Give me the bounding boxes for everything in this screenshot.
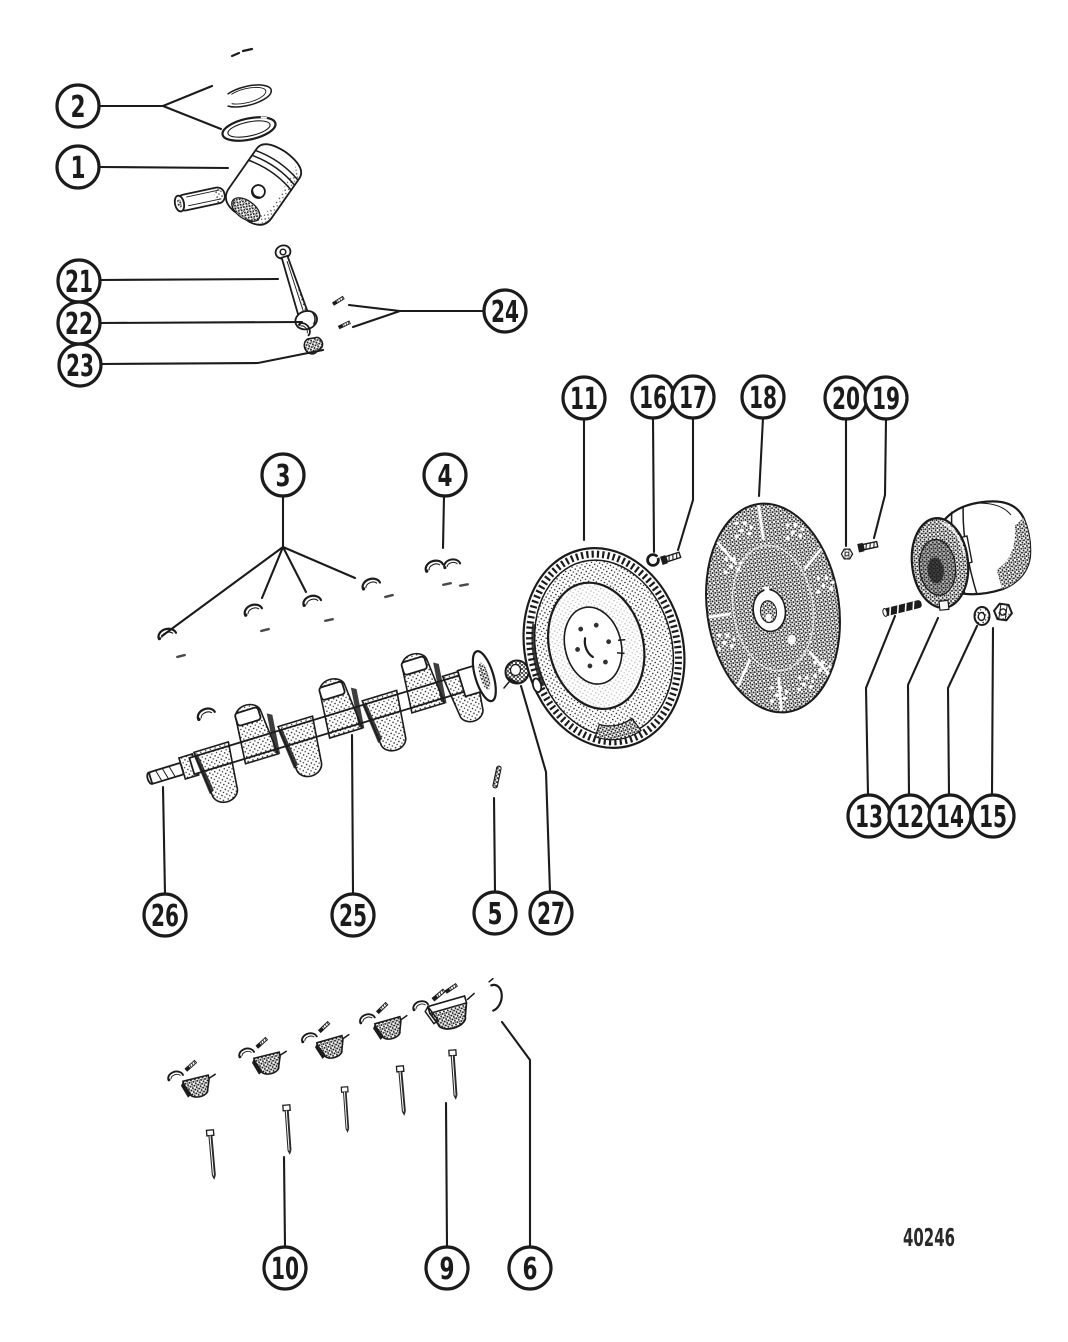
callout-5 [474,892,516,934]
callout-17 [672,376,714,418]
coupler-bolt-small [857,540,878,552]
piston-ring-set [220,49,277,145]
callout-25 [332,894,374,936]
svg-text:18: 18 [749,381,777,416]
callout-2 [57,85,99,127]
rod-cap-assemblies [165,979,482,1180]
cap-bolt [283,1105,293,1155]
svg-text:17: 17 [679,381,707,416]
connecting-rod [271,242,350,356]
coupler-nut-small [841,549,852,559]
svg-text:1: 1 [70,151,86,186]
callout-6 [509,1247,551,1289]
crankshaft [135,633,506,822]
svg-text:16: 16 [639,381,667,416]
coupler-nut [993,603,1013,621]
coupler-washer [975,607,990,625]
callout-13 [848,795,890,837]
piston-pin [173,186,226,212]
svg-text:20: 20 [832,382,860,417]
thrust-bearing-parts [423,558,469,587]
callout-21 [58,260,100,302]
svg-text:27: 27 [537,897,565,932]
engine-coupler [907,496,1036,613]
cap-bolt [449,1050,459,1100]
svg-text:25: 25 [339,899,367,934]
svg-text:9: 9 [439,1252,455,1287]
coupler-stud [882,600,922,617]
callout-10 [264,1247,306,1289]
svg-text:24: 24 [491,295,519,330]
drive-disc [693,495,853,721]
callout-24 [484,290,526,332]
pilot-bushing [504,661,529,689]
cap-bolt [396,1066,407,1116]
dowel-pin [493,766,502,788]
callout-23 [59,344,101,386]
callout-26 [144,894,186,936]
callout-20 [825,377,867,419]
callout-3 [262,454,304,496]
svg-text:2: 2 [70,90,86,125]
callout-27 [530,892,572,934]
svg-text:15: 15 [979,800,1007,835]
svg-text:23: 23 [66,349,94,384]
rod-cap-assembly-large [409,979,482,1037]
svg-text:6: 6 [522,1252,538,1287]
callout-1 [57,146,99,188]
rod-bolts [332,296,351,329]
svg-text:13: 13 [855,800,883,835]
flywheel-bolt [660,551,681,565]
callout-9 [426,1247,468,1289]
svg-text:21: 21 [65,265,93,300]
callout-22 [58,302,100,344]
svg-text:4: 4 [437,459,453,494]
svg-text:11: 11 [570,382,598,417]
svg-text:14: 14 [936,800,964,835]
callout-19 [865,377,907,419]
figure-number: 40246 [903,1223,955,1252]
callout-12 [889,795,931,837]
svg-text:22: 22 [65,307,93,342]
callout-18 [742,376,784,418]
cap-bolt [341,1087,351,1133]
svg-text:12: 12 [896,800,924,835]
svg-text:19: 19 [872,382,900,417]
retaining-clip [483,978,506,1012]
svg-text:10: 10 [271,1252,299,1287]
callout-15 [972,795,1014,837]
callout-14 [929,795,971,837]
piston [219,137,307,232]
callout-4 [424,454,466,496]
svg-text:26: 26 [151,899,179,934]
callout-11 [563,377,605,419]
callout-16 [632,376,674,418]
lock-ring [648,555,661,566]
cap-bolt [206,1130,217,1180]
svg-text:5: 5 [487,897,503,932]
svg-text:3: 3 [275,459,291,494]
